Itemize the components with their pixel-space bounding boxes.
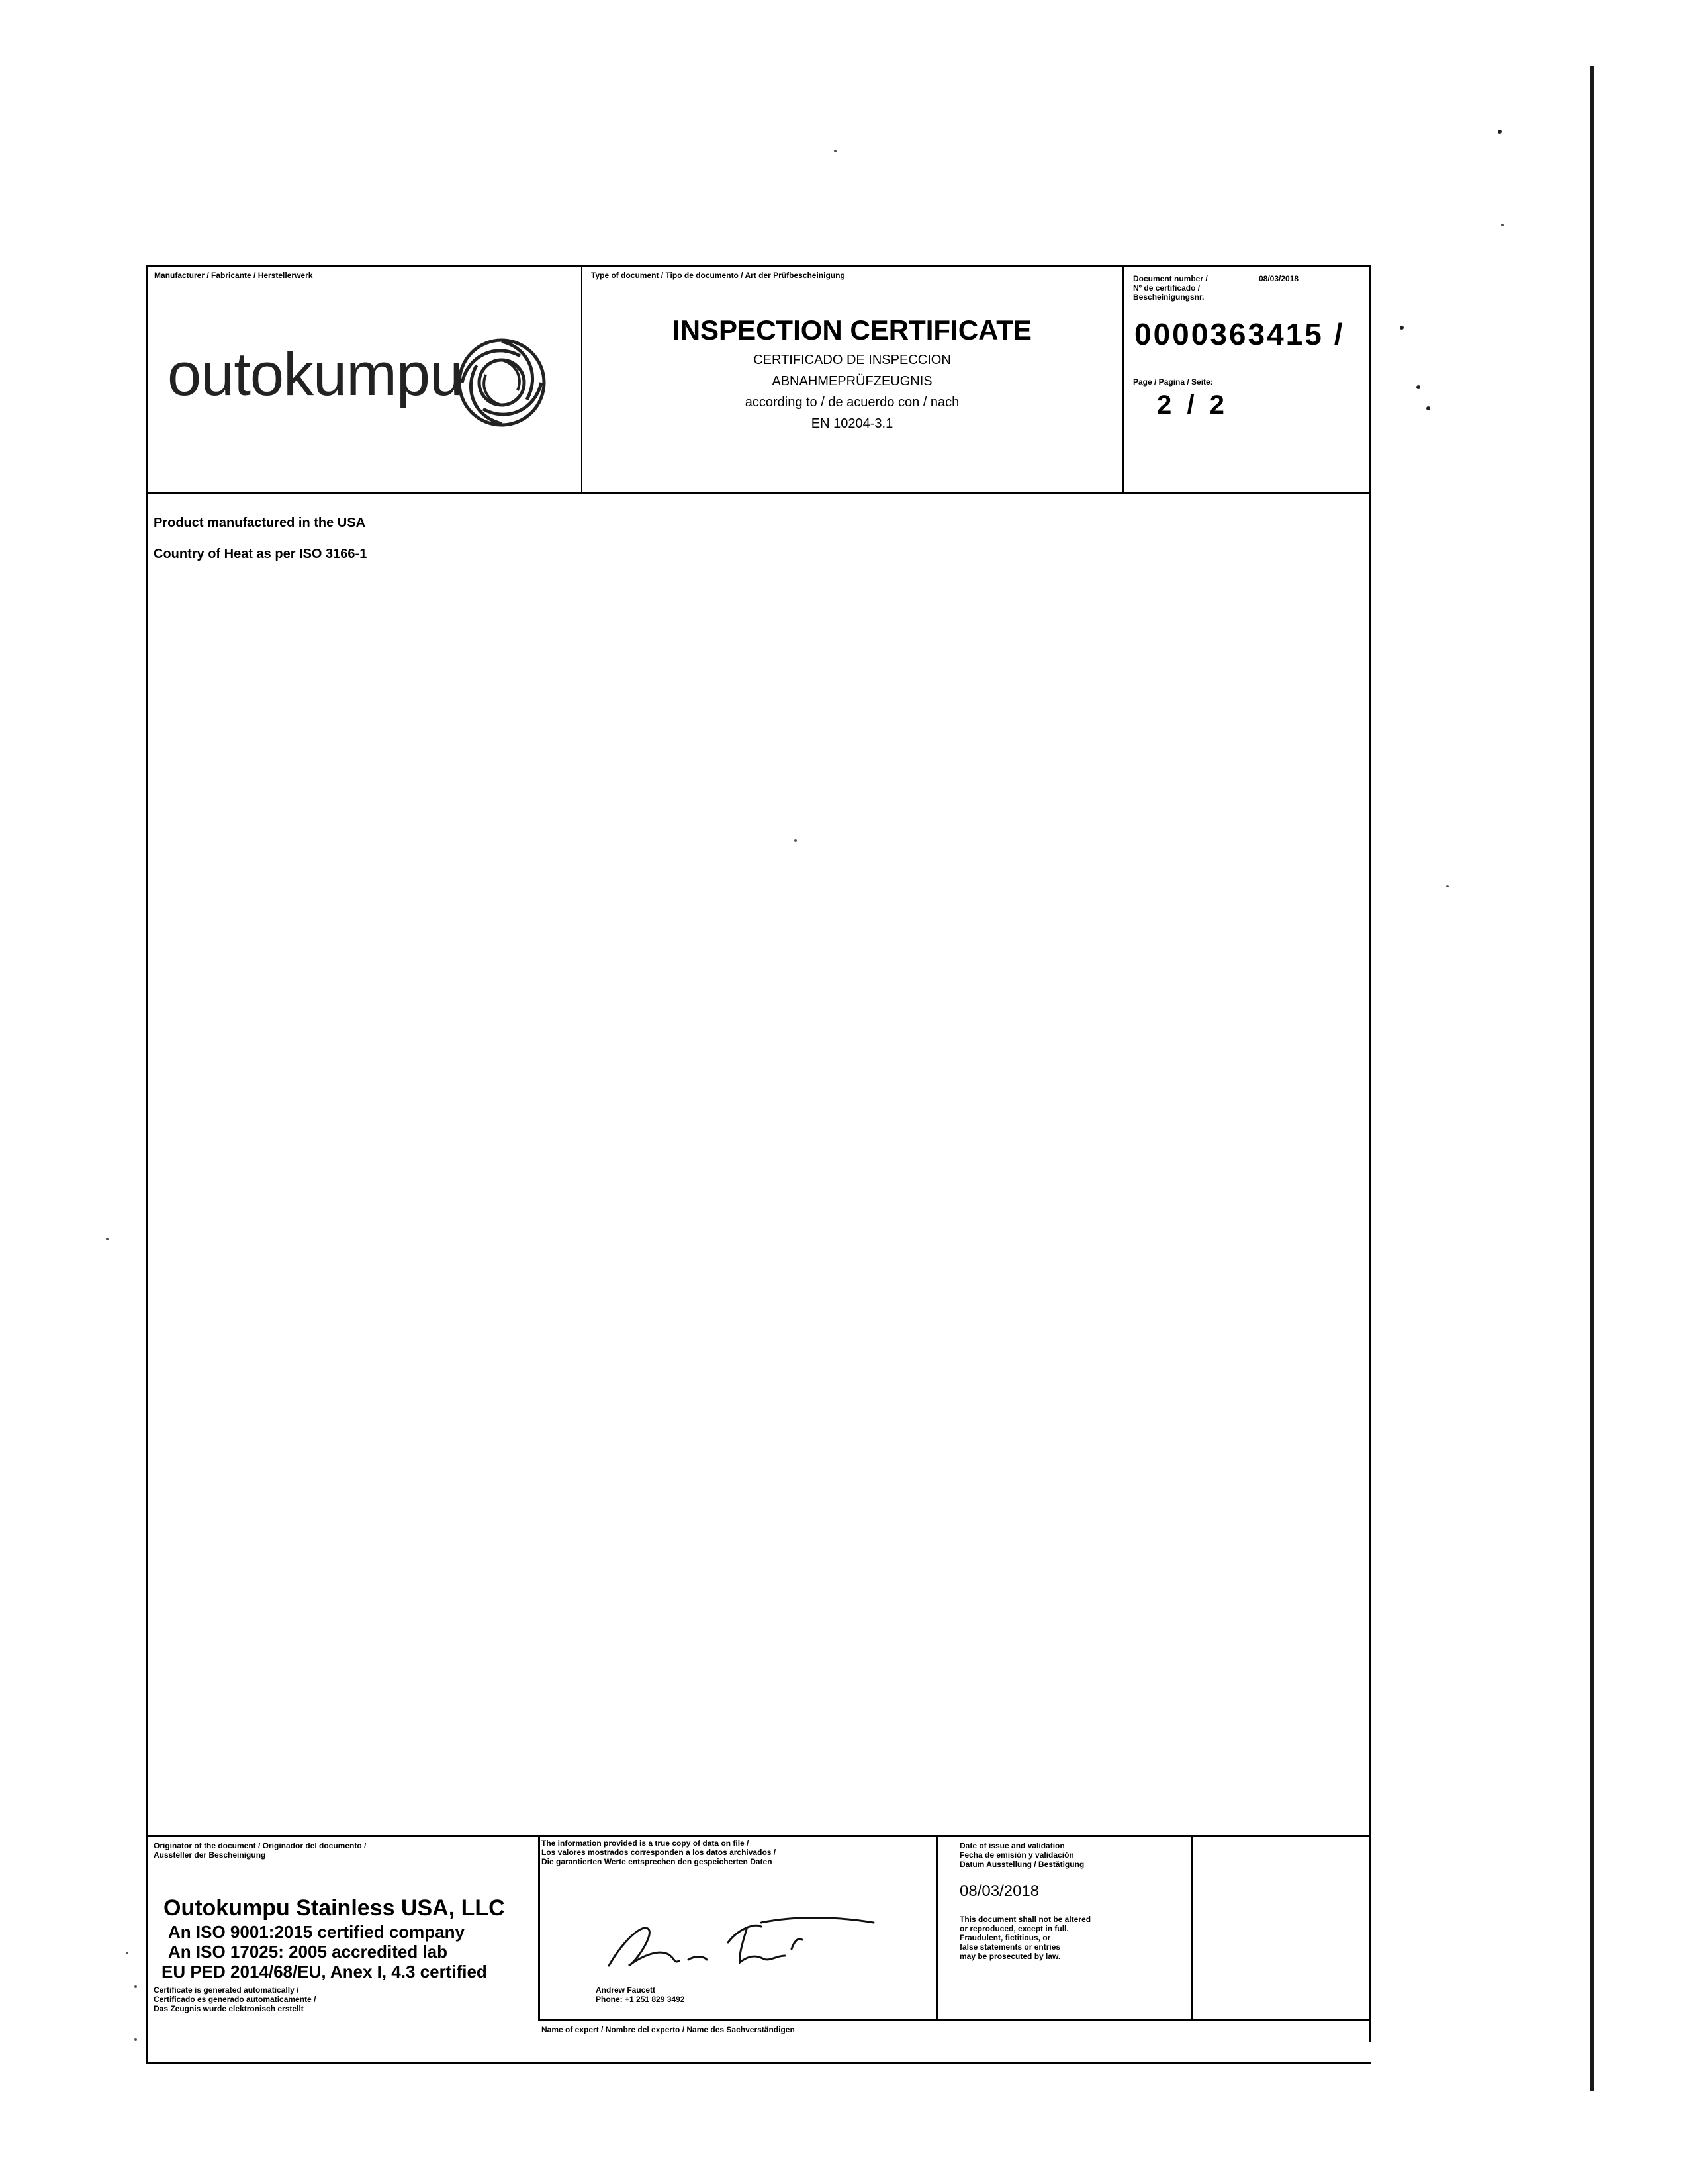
company-logo-text: outokumpu (167, 341, 463, 408)
outokumpu-swirl-logo-icon (455, 336, 548, 429)
legal-warning: This document shall not be altered or reproduced, except in full. Fraudulent, fictitious, or false statements or entries may be prosecuted by law. (960, 1915, 1091, 1961)
document-date: 08/03/2018 (1259, 274, 1299, 283)
expert-name: Andrew Faucett (596, 1985, 656, 1995)
expert-signature (596, 1903, 880, 1982)
true-copy-statement: The information provided is a true copy of data on file / Los valores mostrados corresponden a los datos archivados / Die garantierten Werte entsprechen den gespeicherten Daten (541, 1839, 776, 1866)
certificate-subtitle-de: ABNAHMEPRÜFZEUGNIS (772, 374, 933, 388)
scan-speck (1426, 406, 1430, 410)
certificate-subtitle-according: according to / de acuerdo con / nach (745, 395, 960, 410)
expert-label: Name of expert / Nombre del experto / Name des Sachverständigen (541, 2025, 795, 2034)
scan-speck (1446, 885, 1449, 887)
issue-date: 08/03/2018 (960, 1882, 1040, 1900)
issue-date-label: Date of issue and validation Fecha de emisión y validación Datum Ausstellung / Bestätigung (960, 1841, 1085, 1869)
certification-iso17025: An ISO 17025: 2005 accredited lab (168, 1942, 447, 1962)
scan-speck (106, 1238, 109, 1240)
title-block (582, 316, 1122, 434)
document-number-label: Document number / Nº de certificado / Bescheinigungsnr. (1133, 274, 1208, 302)
manufacturer-label: Manufacturer / Fabricante / Herstellerwerk (154, 271, 313, 280)
scan-speck (794, 839, 797, 842)
scan-edge-line (1590, 66, 1594, 2091)
expert-phone: Phone: +1 251 829 3492 (596, 1995, 685, 2004)
scan-speck (126, 1952, 128, 1954)
certification-iso9001: An ISO 9001:2015 certified company (168, 1922, 465, 1942)
document-number: 0000363415 / (1134, 317, 1345, 351)
certificate-standard: EN 10204-3.1 (811, 416, 893, 431)
page-label: Page / Pagina / Seite: (1133, 377, 1213, 387)
scan-speck (134, 1985, 137, 1988)
certification-ped: EU PED 2014/68/EU, Anex I, 4.3 certified (161, 1962, 487, 1981)
stamp-cell (1193, 1837, 1369, 2019)
scan-speck (1501, 224, 1504, 226)
certificate-subtitle-es: CERTIFICADO DE INSPECCION (753, 353, 951, 367)
scan-speck (134, 2038, 137, 2041)
originator-company-name: Outokumpu Stainless USA, LLC (163, 1895, 505, 1921)
document-type-label: Type of document / Tipo de documento / Art der Prüfbescheinigung (591, 271, 845, 280)
page-number: 2 / 2 (1157, 390, 1228, 420)
auto-generated-note: Certificate is generated automatically / Certificado es generado automaticamente / Das Zeugnis wurde elektronisch erstellt (154, 1985, 316, 2013)
body-line-country-heat: Country of Heat as per ISO 3166-1 (154, 547, 367, 561)
originator-label: Originator of the document / Originador del documento / Aussteller der Bescheinigung (154, 1841, 367, 1860)
scan-speck (834, 150, 837, 152)
certification-list (161, 1922, 487, 1981)
scan-speck (1416, 385, 1420, 389)
certificate-title: INSPECTION CERTIFICATE (672, 314, 1032, 345)
scan-speck (1400, 326, 1404, 330)
body-line-origin: Product manufactured in the USA (154, 516, 366, 530)
scan-speck (1498, 130, 1502, 134)
